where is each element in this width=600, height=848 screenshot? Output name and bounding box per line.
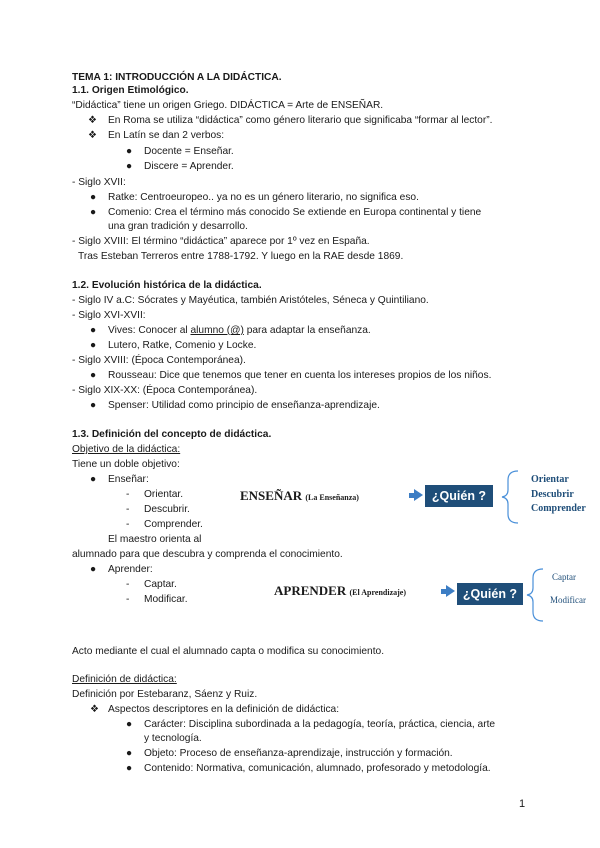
list-item: Descubrir. xyxy=(144,504,190,515)
list-item: En Roma se utiliza “didáctica” como género literario que significaba “formar al lector”. xyxy=(108,115,493,126)
list-item: Modificar. xyxy=(144,594,188,605)
paragraph: - Siglo XIX-XX: (Época Contemporánea). xyxy=(72,385,258,396)
diagram-aprender-label xyxy=(274,583,406,601)
page-title: TEMA 1: INTRODUCCIÓN A LA DIDÁCTICA. xyxy=(72,72,282,83)
list-item: Spenser: Utilidad como principio de enseñanza-aprendizaje. xyxy=(108,400,380,411)
bracket-icon xyxy=(525,566,547,624)
mention-link[interactable]: alumno (@) xyxy=(190,325,244,336)
list-item: Objeto: Proceso de enseñanza-aprendizaje, instrucción y formación. xyxy=(144,748,453,759)
bullet-icon: ● xyxy=(90,564,97,575)
arrow-right-icon xyxy=(414,489,423,501)
list-item: Aprender: xyxy=(108,564,153,575)
paragraph: “Didáctica” tiene un origen Griego. DIDÁCTICA = Arte de ENSEÑAR. xyxy=(72,100,384,111)
paragraph: Definición por Estebaranz, Sáenz y Ruiz. xyxy=(72,689,258,700)
list-item-continuation: y tecnología. xyxy=(144,733,202,744)
list-item: Discere = Aprender. xyxy=(144,161,234,172)
subsection-title: Definición de didáctica: xyxy=(72,674,177,685)
dash-bullet: - xyxy=(126,594,130,605)
diamond-bullet-icon: ❖ xyxy=(88,115,98,126)
bullet-icon: ● xyxy=(90,325,97,336)
section-heading-1-1: 1.1. Origen Etimológico. xyxy=(72,85,189,96)
vives-text-end: para adaptar la enseñanza. xyxy=(243,325,371,336)
bullet-icon: ● xyxy=(126,719,133,730)
paragraph: alumnado para que descubra y comprenda el conocimiento. xyxy=(72,549,343,560)
list-item: Aspectos descriptores en la definición de didáctica: xyxy=(108,704,340,715)
list-item: Lutero, Ratke, Comenio y Locke. xyxy=(108,340,257,351)
diagram-item: Captar xyxy=(552,572,576,582)
list-item-continuation: una gran tradición y desarrollo. xyxy=(108,221,248,232)
bullet-icon: ● xyxy=(126,161,133,172)
list-item: Docente = Enseñar. xyxy=(144,146,234,157)
bullet-icon: ● xyxy=(126,146,133,157)
diamond-bullet-icon: ❖ xyxy=(88,130,98,141)
dash-bullet: - xyxy=(126,504,130,515)
diagram-label-small: (El Aprendizaje) xyxy=(349,588,406,597)
paragraph: - Siglo XVII: xyxy=(72,177,126,188)
bullet-icon: ● xyxy=(90,207,97,218)
paragraph: Tras Esteban Terreros entre 1788-1792. Y luego en la RAE desde 1869. xyxy=(78,251,404,262)
arrow-right-icon xyxy=(446,585,455,597)
paragraph: - Siglo XVIII: (Época Contemporánea). xyxy=(72,355,246,366)
list-item: En Latín se dan 2 verbos: xyxy=(108,130,225,141)
page-number: 1 xyxy=(519,798,526,810)
paragraph: Acto mediante el cual el alumnado capta o modifica su conocimiento. xyxy=(72,646,385,657)
dash-bullet: - xyxy=(126,489,130,500)
diagram-ensenar-label xyxy=(240,488,359,506)
list-item: Rousseau: Dice que tenemos que tener en cuenta los intereses propios de los niños. xyxy=(108,370,492,381)
vives-text: Vives: Conocer al xyxy=(108,325,191,336)
diagram-item: Modificar xyxy=(550,595,586,605)
diagram-label-big: ENSEÑAR xyxy=(240,488,303,503)
dash-bullet: - xyxy=(126,519,130,530)
section-heading-1-3: 1.3. Definición del concepto de didáctica. xyxy=(72,429,272,440)
diagram-item: Orientar xyxy=(531,474,569,485)
paragraph: - Siglo XVI-XVII: xyxy=(72,310,146,321)
list-item: Enseñar: xyxy=(108,474,149,485)
list-item: Orientar. xyxy=(144,489,184,500)
bullet-icon: ● xyxy=(90,370,97,381)
list-item: Contenido: Normativa, comunicación, alumnado, profesorado y metodología. xyxy=(144,763,491,774)
diagram-item: Comprender xyxy=(531,503,586,514)
list-item: Comenio: Crea el término más conocido Se extiende en Europa continental y tiene xyxy=(108,207,482,218)
bracket-icon xyxy=(500,468,522,526)
list-item: Ratke: Centroeuropeo.. ya no es un género literario, no significa eso. xyxy=(108,192,419,203)
bullet-icon: ● xyxy=(126,748,133,759)
paragraph: - Siglo XVIII: El término “didáctica” aparece por 1º vez en España. xyxy=(72,236,370,247)
diagram-item: Descubrir xyxy=(531,489,574,500)
bullet-icon: ● xyxy=(126,763,133,774)
diagram-label-small: (La Enseñanza) xyxy=(305,493,359,502)
quien-box: ¿Quién ? xyxy=(425,485,493,507)
diagram-label-big: APRENDER xyxy=(274,583,347,598)
dash-bullet: - xyxy=(126,579,130,590)
paragraph: El maestro orienta al xyxy=(108,534,202,545)
bullet-icon: ● xyxy=(90,474,97,485)
paragraph: - Siglo IV a.C: Sócrates y Mayéutica, también Aristóteles, Séneca y Quintiliano. xyxy=(72,295,429,306)
list-item xyxy=(108,324,371,337)
subsection-title: Objetivo de la didáctica: xyxy=(72,444,181,455)
list-item: Carácter: Disciplina subordinada a la pedagogía, teoría, práctica, ciencia, arte xyxy=(144,719,496,730)
list-item: Comprender. xyxy=(144,519,203,530)
paragraph: Tiene un doble objetivo: xyxy=(72,459,180,470)
diamond-bullet-icon: ❖ xyxy=(90,704,100,715)
section-heading-1-2: 1.2. Evolución histórica de la didáctica. xyxy=(72,280,262,291)
bullet-icon: ● xyxy=(90,340,97,351)
list-item: Captar. xyxy=(144,579,177,590)
quien-box: ¿Quién ? xyxy=(457,583,523,605)
bullet-icon: ● xyxy=(90,192,97,203)
bullet-icon: ● xyxy=(90,400,97,411)
